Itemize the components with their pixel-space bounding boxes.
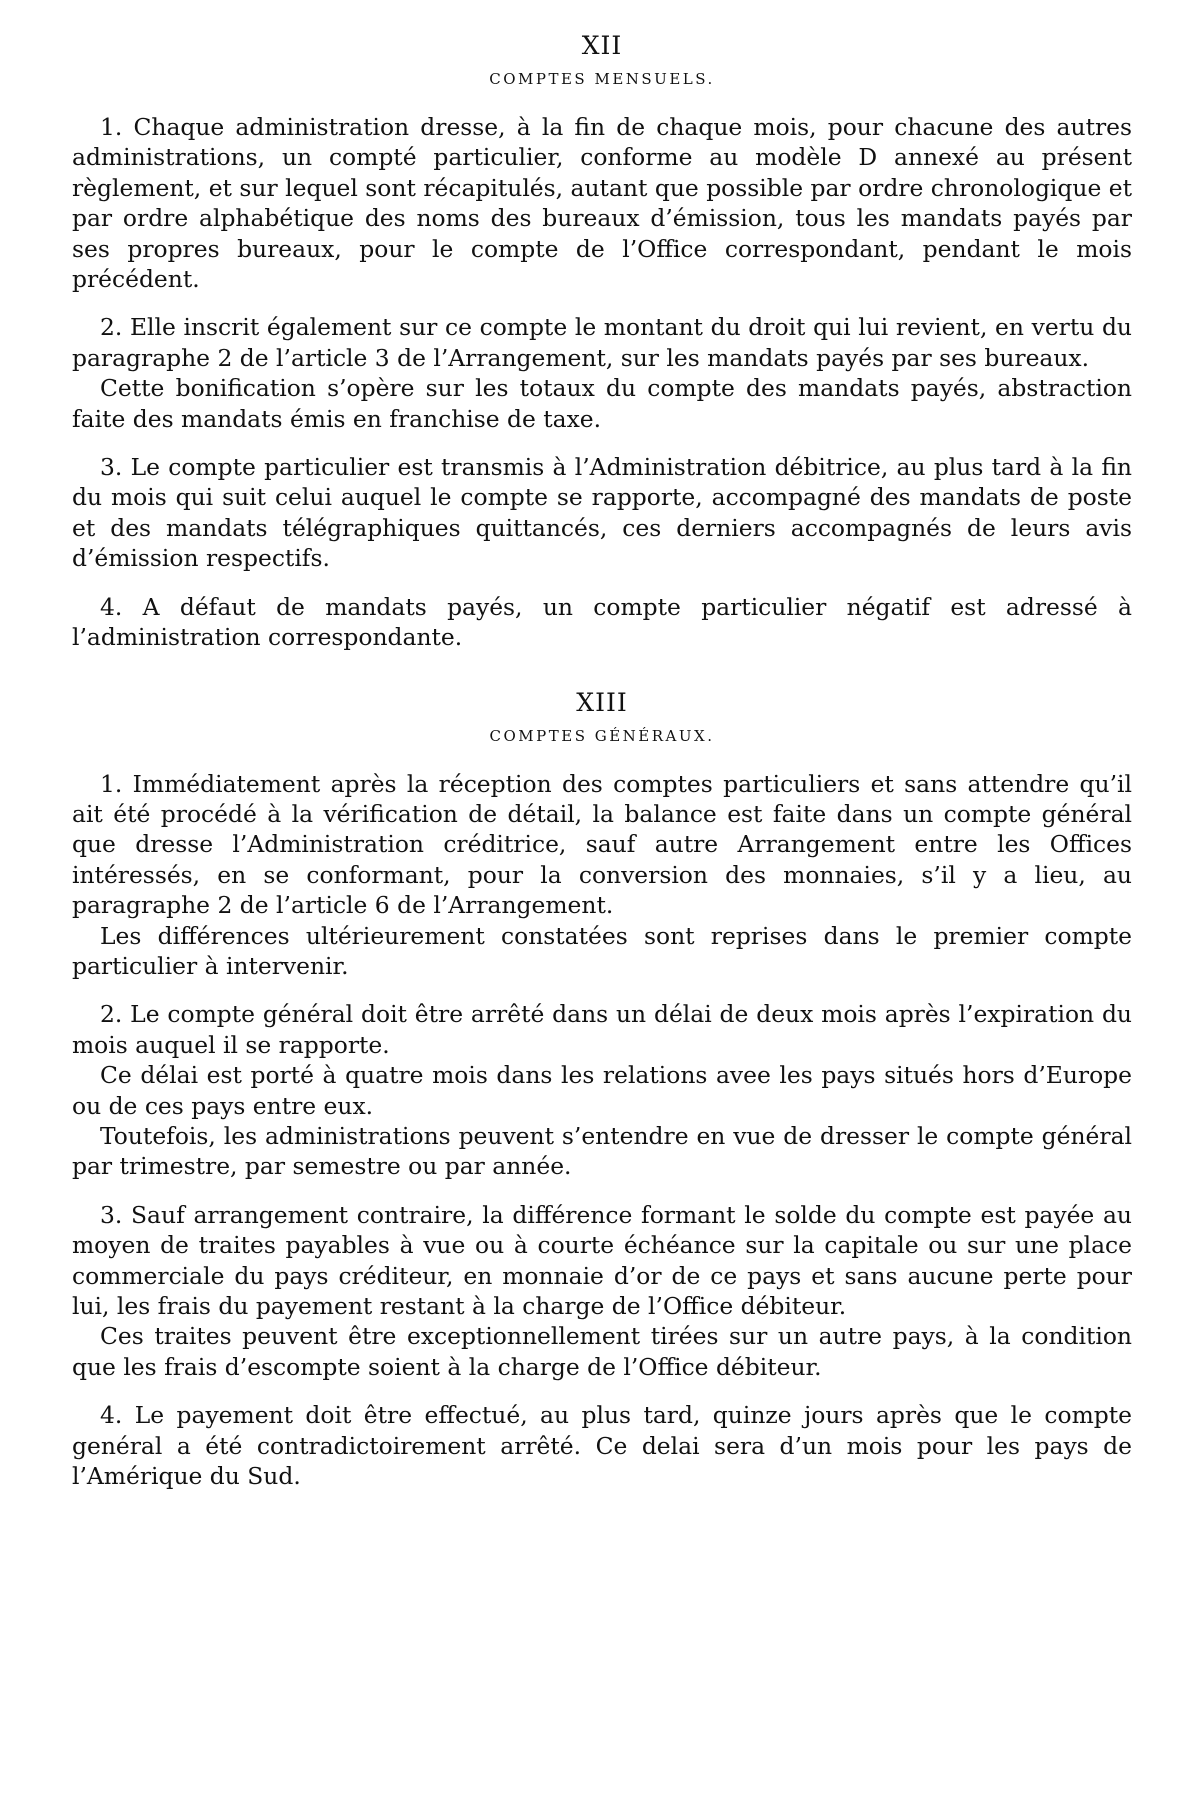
paragraph: Cette bonification s’opère sur les totaux du compte des mandats payés, abstraction faite des mandats émis en franchise de taxe.: [72, 374, 1132, 433]
section-xii: [72, 30, 1132, 653]
paragraph: Ces traites peuvent être exceptionnellement tirées sur un autre pays, à la condition que les frais d’escompte soient à la charge de l’Office débiteur.: [72, 1322, 1132, 1381]
paragraph: Ce délai est porté à quatre mois dans les relations avee les pays situés hors d’Europe ou de ces pays entre eux.: [72, 1061, 1132, 1120]
paragraph: 2. Elle inscrit également sur ce compte le montant du droit qui lui revient, en vertu du paragraphe 2 de l’article 3 de l’Arrangement, sur les mandats payés par ses bureaux.: [72, 313, 1132, 372]
section-number: XIII: [576, 687, 628, 717]
section-number: XII: [581, 31, 623, 60]
paragraph: 1. Chaque administration dresse, à la fin de chaque mois, pour chacune des autres administrations, un compté particulier, conforme au modèle D annexé au présent règlement, et sur lequel sont récapitulés, autant que possible par ordre chronologique et par ordre alphabétique des noms des bureaux d’émission, tous les mandats payés par ses propres bureaux, pour le compte de l’Office correspondant, pendant le mois précédent.: [72, 113, 1132, 294]
paragraph: 2. Le compte général doit être arrêté dans un délai de deux mois après l’expiration du mois auquel il se rapporte.: [72, 1000, 1132, 1059]
section-title: COMPTES MENSUELS.: [489, 70, 715, 88]
section-title: COMPTES GÉNÉRAUX.: [489, 726, 715, 745]
paragraph: 4. A défaut de mandats payés, un compte particulier négatif est adressé à l’administration correspondante.: [72, 592, 1132, 652]
paragraph: 4. Le payement doit être effectué, au plus tard, quinze jours après que le compte genéral a été contradictoirement arrêté. Ce delai sera d’un mois pour les pays de l’Amérique du Sud.: [72, 1401, 1132, 1491]
paragraph: 3. Le compte particulier est transmis à l’Administration débitrice, au plus tard à la fin du mois qui suit celui auquel le compte se rapporte, accompagné des mandats de poste et des mandats télégraphiques quittancés, ces derniers accompagnés de leurs avis d’émission respectifs.: [72, 453, 1132, 573]
section-xiii: [72, 687, 1132, 1492]
document-page: [72, 30, 1132, 1491]
paragraph: 1. Immédiatement après la réception des comptes particuliers et sans attendre qu’il ait été procédé à la vérification de détail, la balance est faite dans un compte général que dresse l’Administration créditrice, sauf autre Arrangement entre les Offices intéressés, en se conformant, pour la conversion des monnaies, s’il y a lieu, au paragraphe 2 de l’article 6 de l’Arrangement.: [72, 769, 1132, 920]
paragraph: 3. Sauf arrangement contraire, la différence formant le solde du compte est payée au moyen de traites payables à vue ou à courte échéance sur la capitale ou sur une place commerciale du pays créditeur, en monnaie d’or de ce pays et sans aucune perte pour lui, les frais du payement restant à la charge de l’Office débiteur.: [72, 1200, 1132, 1320]
paragraph: Toutefois, les administrations peuvent s’entendre en vue de dresser le compte général par trimestre, par semestre ou par année.: [72, 1121, 1132, 1181]
paragraph: Les différences ultérieurement constatées sont reprises dans le premier compte particulier à intervenir.: [72, 921, 1132, 980]
